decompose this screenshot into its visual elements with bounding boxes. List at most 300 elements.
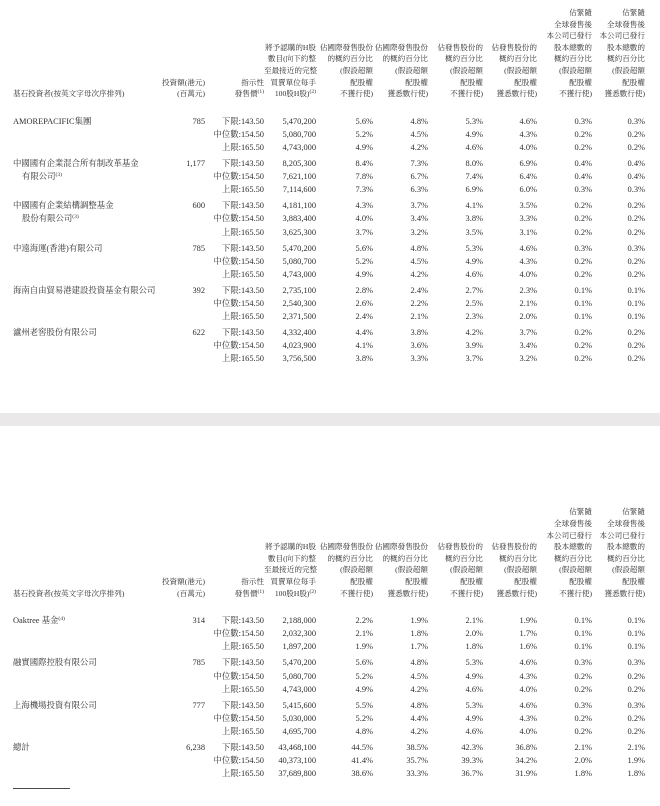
pct-intl-full-overallotment: 6.7% [410, 172, 428, 182]
header-text: 配股權 [514, 577, 537, 586]
table-row [13, 323, 645, 339]
pct-intl-full-overallotment: 4.5% [410, 671, 428, 681]
pct-capital-full-overallotment: 0.2% [627, 256, 645, 266]
header-line [316, 553, 373, 565]
table-row [13, 653, 645, 669]
pct-offer-full-overallotment: 6.9% [519, 159, 537, 169]
indicative-price: 上限:165.50 [221, 312, 264, 322]
header-text: 獲悉數行使) [496, 588, 537, 598]
header-line [537, 65, 592, 77]
h-share-count: 37,689,800 [278, 769, 316, 779]
pct-capital-ex-overallotment: 0.1% [574, 285, 592, 295]
pct-intl-full-overallotment: 6.3% [410, 185, 428, 195]
investor-name-text: 股份有限公司 [22, 214, 73, 224]
pct-intl-ex-overallotment: 5.2% [355, 129, 373, 139]
header-text: 的概約百分比 [382, 54, 428, 64]
header-line [373, 588, 428, 600]
investor-name-text: AMOREPACIFIC集團 [13, 116, 92, 126]
header-text: 投資額(港元) [161, 577, 205, 586]
investment-amount-empty [153, 683, 205, 696]
header-line [592, 553, 645, 565]
investment-amount: 6,238 [186, 743, 205, 753]
header-line [537, 588, 592, 600]
header-line [592, 518, 645, 530]
col-header-shares-to-subscribe [264, 7, 316, 112]
header-text: 概約百分比 [554, 54, 592, 64]
header-text: 配股權 [569, 77, 592, 87]
pct-intl-full-overallotment: 2.1% [410, 312, 428, 322]
pct-offer-ex-overallotment: 4.9% [465, 713, 483, 723]
pct-offer-full-overallotment: 31.9% [515, 769, 537, 779]
pct-intl-ex-overallotment: 5.6% [355, 658, 373, 668]
indicative-price: 下限:143.50 [221, 243, 264, 253]
footnote-marker: (2) [309, 588, 316, 595]
header-text: 佔發售股份的 [491, 42, 537, 52]
indicative-price: 中位數:154.50 [213, 756, 264, 766]
pct-offer-full-overallotment: 6.0% [519, 185, 537, 195]
header-line [316, 541, 373, 553]
investor-name-line [13, 170, 153, 183]
pct-capital-ex-overallotment: 0.2% [574, 269, 592, 279]
header-text: 股本總數的 [607, 542, 645, 552]
pct-offer-ex-overallotment: 4.6% [465, 726, 483, 736]
header-text: 全球發售後 [554, 519, 592, 529]
header-line [483, 65, 537, 77]
investor-name [13, 281, 156, 323]
investment-amount: 1,177 [186, 159, 205, 169]
header-text: 不獲行使) [450, 588, 483, 598]
pct-capital-ex-overallotment: 0.2% [574, 684, 592, 694]
header-line [13, 588, 153, 600]
h-share-count: 7,114,600 [282, 185, 316, 195]
pct-offer-ex-overallotment: 4.9% [465, 671, 483, 681]
header-line [205, 88, 264, 100]
investor-name-text: Oaktree 基金 [13, 616, 59, 626]
h-share-count: 3,756,500 [282, 354, 316, 364]
header-line [316, 576, 373, 588]
investment-amount-empty [153, 297, 205, 310]
header-text: 佔國際發售股份 [374, 42, 428, 52]
header-text: 獲悉數行使) [387, 588, 428, 598]
header-text: 不獲行使) [340, 588, 373, 598]
header-text: 佔緊隨 [622, 507, 645, 517]
header-line [592, 42, 645, 54]
header-text: 本公司已發行 [599, 530, 645, 540]
investment-amount-empty [153, 754, 205, 767]
h-share-count: 5,470,200 [282, 243, 316, 253]
header-line [592, 506, 645, 518]
table-row [13, 239, 645, 255]
header-text: 的概約百分比 [327, 54, 373, 64]
header-text: 投資額(港元) [161, 77, 205, 87]
header-text: 配股權 [460, 577, 483, 586]
h-share-count: 2,540,300 [282, 298, 316, 308]
investor-name [13, 738, 153, 780]
header-line [483, 88, 537, 100]
table-row [13, 611, 645, 627]
pct-capital-ex-overallotment: 0.2% [574, 354, 592, 364]
pct-offer-full-overallotment: 34.2% [515, 756, 537, 766]
header-text: 至最接近的完整 [264, 565, 318, 575]
pct-offer-ex-overallotment: 4.6% [465, 142, 483, 152]
header-text: 配股權 [460, 77, 483, 87]
h-share-count: 4,023,900 [282, 341, 316, 351]
indicative-price: 上限:165.50 [221, 142, 264, 152]
header-line [483, 53, 537, 65]
header-text: 配股權 [622, 577, 645, 586]
pct-capital-ex-overallotment: 1.8% [574, 769, 592, 779]
h-share-count: 8,205,300 [282, 159, 316, 169]
header-line [428, 564, 483, 576]
investor-name-text: 有限公司 [22, 172, 56, 182]
pct-capital-full-overallotment: 0.4% [627, 159, 645, 169]
investment-amount-empty [153, 627, 205, 640]
pct-capital-full-overallotment: 0.2% [627, 227, 645, 237]
pct-capital-full-overallotment: 0.3% [627, 658, 645, 668]
header-line [428, 42, 483, 54]
pct-offer-ex-overallotment: 1.8% [465, 642, 483, 652]
pct-capital-full-overallotment: 0.2% [627, 269, 645, 279]
indicative-price: 下限:143.50 [221, 116, 264, 126]
header-text: 配股權 [350, 577, 373, 586]
pct-capital-full-overallotment: 1.9% [627, 756, 645, 766]
table-row [13, 112, 645, 128]
header-line [264, 88, 316, 100]
header-text: 佔緊隨 [622, 8, 645, 17]
h-share-count: 40,373,100 [278, 756, 316, 766]
pct-intl-full-overallotment: 3.7% [410, 201, 428, 211]
pct-capital-ex-overallotment: 0.2% [574, 227, 592, 237]
header-line [428, 88, 483, 100]
investor-name [13, 154, 153, 196]
header-line [428, 541, 483, 553]
pct-capital-full-overallotment: 0.3% [627, 700, 645, 710]
header-line [264, 541, 316, 553]
header-text: 發售價 [234, 588, 258, 598]
header-line [373, 541, 428, 553]
header-text: (假設超額 [612, 65, 645, 75]
pct-intl-ex-overallotment: 3.8% [355, 354, 373, 364]
h-share-count: 4,743,000 [282, 684, 316, 694]
investment-amount: 392 [192, 285, 205, 295]
pct-intl-ex-overallotment: 38.6% [351, 769, 373, 779]
pct-capital-full-overallotment: 0.2% [627, 214, 645, 224]
footnote-marker: (1) [257, 588, 264, 595]
pct-offer-ex-overallotment: 2.0% [465, 629, 483, 639]
pct-offer-ex-overallotment: 2.3% [465, 312, 483, 322]
investor-name-text: 上海機場投資有限公司 [13, 700, 97, 710]
table-body [13, 112, 645, 366]
header-line [316, 564, 373, 576]
pct-capital-full-overallotment: 0.1% [627, 312, 645, 322]
investment-amount-empty [153, 268, 205, 281]
indicative-price: 上限:165.50 [221, 354, 264, 364]
pct-intl-ex-overallotment: 7.3% [355, 185, 373, 195]
header-line [537, 506, 592, 518]
indicative-price: 中位數:154.50 [213, 214, 264, 224]
pct-intl-full-overallotment: 35.7% [406, 756, 428, 766]
header-line [316, 65, 373, 77]
header-line [592, 576, 645, 588]
pct-offer-ex-overallotment: 4.2% [465, 328, 483, 338]
investor-name-text: 中國國有企業混合所有制改革基金 [13, 159, 139, 169]
header-text: 發售價 [234, 89, 258, 99]
pct-intl-full-overallotment: 3.6% [410, 341, 428, 351]
pct-offer-full-overallotment: 4.6% [519, 243, 537, 253]
footnote-marker: (1) [257, 89, 264, 96]
indicative-price: 上限:165.50 [221, 684, 264, 694]
pct-intl-full-overallotment: 4.5% [410, 256, 428, 266]
pct-offer-full-overallotment: 4.6% [519, 116, 537, 126]
pct-capital-ex-overallotment: 0.3% [574, 658, 592, 668]
indicative-price: 上限:165.50 [221, 269, 264, 279]
header-line [264, 576, 316, 588]
pct-offer-full-overallotment: 4.6% [519, 700, 537, 710]
header-line [316, 53, 373, 65]
pct-offer-ex-overallotment: 5.3% [465, 700, 483, 710]
pct-capital-full-overallotment: 0.2% [627, 142, 645, 152]
header-line [205, 588, 264, 600]
pct-intl-ex-overallotment: 3.7% [355, 227, 373, 237]
page-separator [0, 413, 660, 426]
header-text: 不獲行使) [559, 89, 592, 99]
indicative-price: 中位數:154.50 [213, 172, 264, 182]
pct-intl-full-overallotment: 4.5% [410, 129, 428, 139]
pct-offer-ex-overallotment: 2.5% [465, 298, 483, 308]
investment-amount-empty [153, 226, 205, 239]
investment-amount: 785 [192, 116, 205, 126]
header-line [264, 77, 316, 89]
pct-capital-ex-overallotment: 0.1% [574, 616, 592, 626]
investment-amount-empty [153, 128, 205, 141]
h-share-count: 4,695,700 [282, 726, 316, 736]
header-line [592, 541, 645, 553]
pct-capital-ex-overallotment: 0.2% [574, 129, 592, 139]
header-text: 佔緊隨 [569, 507, 592, 517]
investor-name-line [13, 242, 153, 255]
col-header-investor [13, 506, 153, 611]
header-line [153, 88, 205, 100]
header-line [537, 19, 592, 31]
pct-offer-ex-overallotment: 3.5% [465, 227, 483, 237]
investment-amount: 622 [192, 328, 205, 338]
header-text: 佔國際發售股份 [319, 542, 373, 552]
indicative-price: 上限:165.50 [221, 726, 264, 736]
investor-name [13, 239, 153, 281]
pct-capital-full-overallotment: 0.3% [627, 116, 645, 126]
pct-intl-ex-overallotment: 4.9% [355, 142, 373, 152]
header-text: (假設超額 [559, 65, 592, 75]
pct-capital-ex-overallotment: 0.3% [574, 700, 592, 710]
pct-capital-ex-overallotment: 0.2% [574, 713, 592, 723]
footnote-marker: (4) [58, 616, 65, 623]
pct-intl-full-overallotment: 33.3% [406, 769, 428, 779]
pct-offer-ex-overallotment: 5.3% [465, 243, 483, 253]
header-text: 數目(向下約整 [267, 54, 316, 64]
investor-name-text: 總計 [13, 743, 30, 753]
col-header-pct-capital-full-overallotment [592, 506, 645, 611]
investment-amount: 314 [192, 616, 205, 626]
pct-intl-full-overallotment: 2.4% [410, 285, 428, 295]
indicative-price: 下限:143.50 [221, 159, 264, 169]
pct-intl-ex-overallotment: 4.4% [355, 328, 373, 338]
h-share-count: 5,470,200 [282, 658, 316, 668]
header-text: 概約百分比 [607, 54, 645, 64]
header-text: 基石投資者(按英文字母次序排列) [13, 89, 125, 99]
pct-offer-full-overallotment: 1.6% [519, 642, 537, 652]
header-line [13, 88, 153, 100]
investor-name-text: 中國國有企業結構調整基金 [13, 201, 114, 211]
header-line [264, 553, 316, 565]
pct-intl-full-overallotment: 2.2% [410, 298, 428, 308]
pct-offer-full-overallotment: 3.3% [519, 214, 537, 224]
investor-name-line [13, 157, 153, 170]
header-line [592, 88, 645, 100]
pct-capital-ex-overallotment: 0.2% [574, 671, 592, 681]
cornerstone-table-2 [13, 506, 645, 780]
h-share-count: 3,625,300 [282, 227, 316, 237]
pct-intl-full-overallotment: 38.5% [406, 743, 428, 753]
pct-intl-ex-overallotment: 8.4% [355, 159, 373, 169]
h-share-count: 2,371,500 [282, 312, 316, 322]
header-text: 基石投資者(按英文字母次序排列) [13, 588, 125, 598]
investment-amount: 777 [192, 700, 205, 710]
pct-offer-ex-overallotment: 4.6% [465, 684, 483, 694]
pct-intl-ex-overallotment: 2.8% [355, 285, 373, 295]
header-text: 不獲行使) [340, 89, 373, 99]
investor-name-text: 海南自由貿易港建設投資基金有限公司 [13, 285, 156, 295]
pct-offer-ex-overallotment: 36.7% [461, 769, 483, 779]
pct-offer-ex-overallotment: 5.3% [465, 658, 483, 668]
indicative-price: 中位數:154.50 [213, 671, 264, 681]
pct-capital-full-overallotment: 0.3% [627, 243, 645, 253]
header-text: (百萬元) [177, 89, 205, 99]
pct-intl-ex-overallotment: 4.0% [355, 214, 373, 224]
indicative-price: 上限:165.50 [221, 642, 264, 652]
pct-capital-ex-overallotment: 0.1% [574, 298, 592, 308]
pct-capital-ex-overallotment: 0.1% [574, 312, 592, 322]
header-line [316, 88, 373, 100]
header-text: (假設超額 [450, 565, 483, 575]
pct-intl-ex-overallotment: 41.4% [351, 756, 373, 766]
header-text: 將予認購的H股 [264, 42, 316, 52]
h-share-count: 4,181,100 [282, 201, 316, 211]
investor-name-line [13, 212, 153, 225]
header-line [373, 77, 428, 89]
pct-intl-full-overallotment: 4.2% [410, 684, 428, 694]
header-line [592, 65, 645, 77]
header-text: 指示性 [241, 577, 264, 586]
header-line [373, 53, 428, 65]
table-header [13, 7, 645, 112]
header-line [153, 588, 205, 600]
pct-offer-ex-overallotment: 4.1% [465, 201, 483, 211]
table-row [13, 154, 645, 170]
investment-amount-empty [153, 310, 205, 323]
header-text: (假設超額 [559, 565, 592, 575]
pct-offer-full-overallotment: 2.0% [519, 312, 537, 322]
header-text: 概約百分比 [554, 553, 592, 563]
investment-amount-empty [153, 183, 205, 196]
pct-intl-ex-overallotment: 5.2% [355, 713, 373, 723]
header-text: 配股權 [569, 577, 592, 586]
indicative-price: 上限:165.50 [221, 227, 264, 237]
header-text: (假設超額 [340, 565, 373, 575]
header-line [537, 7, 592, 19]
col-header-pct-offer-full-overallotment [483, 7, 537, 112]
investor-name-line [13, 656, 153, 669]
pct-intl-full-overallotment: 4.8% [410, 700, 428, 710]
header-text: 的概約百分比 [382, 553, 428, 563]
pct-capital-ex-overallotment: 0.4% [574, 172, 592, 182]
table-row [13, 281, 645, 297]
header-text: (假設超額 [340, 65, 373, 75]
pct-capital-ex-overallotment: 0.1% [574, 642, 592, 652]
investor-name [13, 112, 153, 154]
col-header-pct-capital-ex-overallotment [537, 7, 592, 112]
header-text: 全球發售後 [607, 519, 645, 529]
pct-intl-ex-overallotment: 44.5% [351, 743, 373, 753]
header-text: (假設超額 [612, 565, 645, 575]
pct-intl-ex-overallotment: 4.8% [355, 726, 373, 736]
pct-offer-ex-overallotment: 6.9% [465, 185, 483, 195]
pct-capital-full-overallotment: 0.2% [627, 713, 645, 723]
investor-name [13, 323, 153, 365]
pct-offer-full-overallotment: 4.6% [519, 658, 537, 668]
pct-capital-ex-overallotment: 0.3% [574, 243, 592, 253]
investment-amount-empty [153, 212, 205, 225]
pct-offer-full-overallotment: 4.3% [519, 129, 537, 139]
header-line [537, 42, 592, 54]
header-line [428, 77, 483, 89]
h-share-count: 4,743,000 [282, 142, 316, 152]
pct-intl-full-overallotment: 3.3% [410, 354, 428, 364]
investor-name [13, 611, 153, 653]
header-text: 本公司已發行 [546, 530, 592, 540]
pct-intl-ex-overallotment: 4.9% [355, 269, 373, 279]
investor-name-line [13, 741, 153, 754]
pct-offer-ex-overallotment: 3.7% [465, 354, 483, 364]
col-header-pct-capital-ex-overallotment [537, 506, 592, 611]
header-line [483, 553, 537, 565]
h-share-count: 5,030,000 [282, 713, 316, 723]
header-text: 買賣單位每手 [270, 577, 316, 586]
header-row [13, 7, 645, 112]
investor-name [13, 196, 153, 238]
pct-offer-ex-overallotment: 3.9% [465, 341, 483, 351]
investment-amount-empty [153, 352, 205, 365]
pct-intl-full-overallotment: 7.3% [410, 159, 428, 169]
header-text: (假設超額 [450, 65, 483, 75]
investment-amount-empty [153, 767, 205, 780]
header-line [592, 7, 645, 19]
pct-offer-full-overallotment: 6.4% [519, 172, 537, 182]
header-text: 概約百分比 [445, 553, 483, 563]
table-row [13, 696, 645, 712]
h-share-count: 5,470,200 [282, 116, 316, 126]
header-line [592, 53, 645, 65]
investment-amount: 785 [192, 243, 205, 253]
pct-intl-full-overallotment: 4.2% [410, 726, 428, 736]
header-line [592, 77, 645, 89]
pct-capital-full-overallotment: 0.2% [627, 201, 645, 211]
pct-capital-ex-overallotment: 2.0% [574, 756, 592, 766]
header-text: 100股H股) [274, 588, 310, 598]
header-text: (假設超額 [504, 65, 537, 75]
header-line [264, 42, 316, 54]
investment-amount-empty [153, 712, 205, 725]
pct-offer-full-overallotment: 2.1% [519, 298, 537, 308]
